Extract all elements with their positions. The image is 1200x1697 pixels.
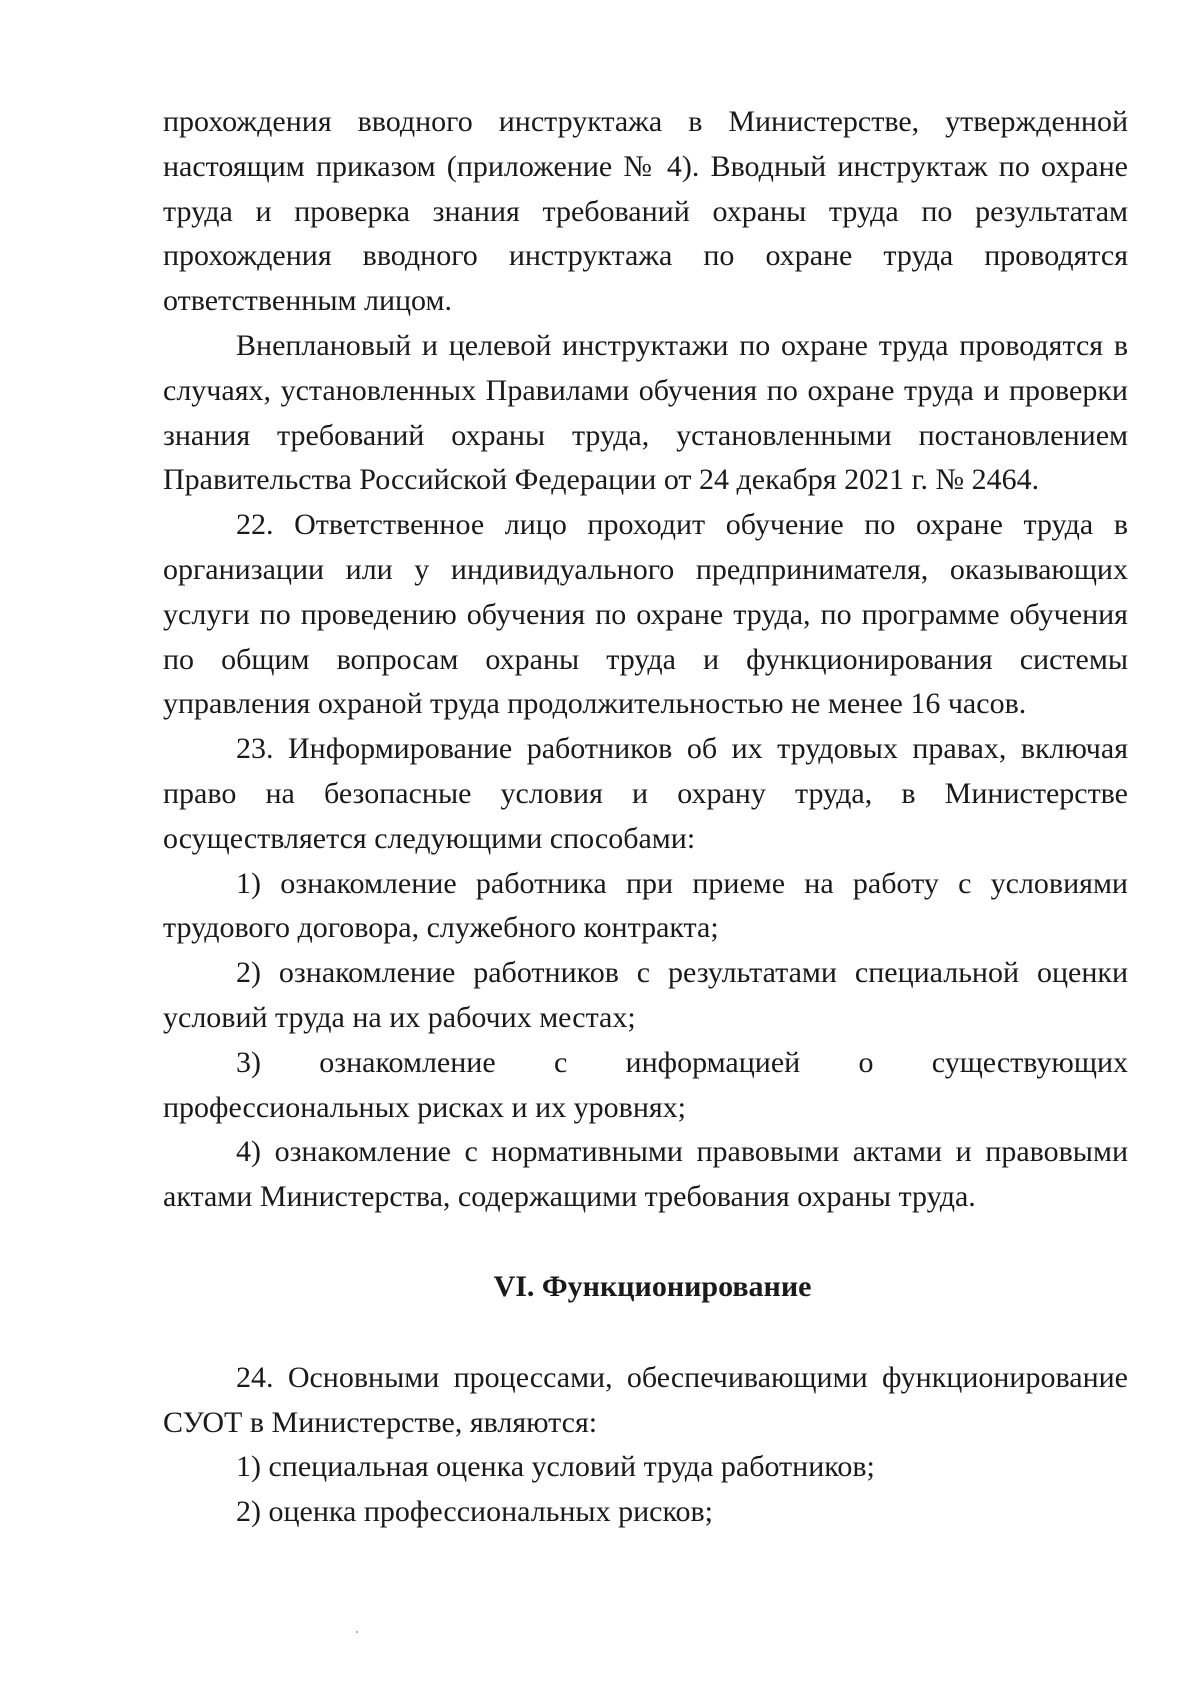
paragraph-unplanned-briefings: Внеплановый и целевой инструктажи по охране труда проводятся в случаях, установленных Правилами обучения по охране труда и проверки знания требований охраны труда, установленными постановлением Правительства Российской Федерации от 24 декабря 2021 г. № 2464.: [163, 328, 1128, 497]
paragraph-24: 24. Основными процессами, обеспечивающими функционирование СУОТ в Министерстве, являются:: [163, 1360, 1128, 1439]
list-item-23-2: 2) ознакомление работников с результатами специальной оценки условий труда на их рабочих местах;: [163, 956, 1128, 1034]
scan-speck: [356, 1631, 358, 1633]
section-heading: VI. Функционирование: [493, 1269, 812, 1303]
paragraph-23: 23. Информирование работников об их трудовых правах, включая право на безопасные условия и охрану труда, в Министерстве осуществляется следующими способами:: [163, 732, 1128, 855]
document-body: [163, 100, 1128, 1535]
list-item-23-3: 3) ознакомление с информацией о существующих профессиональных рисках и их уровнях;: [163, 1045, 1128, 1124]
list-item-24-1: 1) специальная оценка условий труда работников;: [236, 1450, 875, 1484]
list-item-23-1: 1) ознакомление работника при приеме на работу с условиями трудового договора, служебного контракта;: [163, 866, 1128, 945]
list-item-24-2: 2) оценка профессиональных рисков;: [236, 1495, 714, 1529]
list-item-23-4: 4) ознакомление с нормативными правовыми актами и правовыми актами Министерства, содержащими требования охраны труда.: [163, 1135, 1128, 1214]
paragraph-induction-continuation: прохождения вводного инструктажа в Министерстве, утвержденной настоящим приказом (приложение № 4). Вводный инструктаж по охране труда и проверка знания требований охраны труда по результатам прохождения вводного инструктажа по охране труда проводятся ответственным лицом.: [163, 105, 1128, 318]
paragraph-22: 22. Ответственное лицо проходит обучение по охране труда в организации или у индивидуального предпринимателя, оказывающих услуги по проведению обучения по охране труда, по программе обучения по общим вопросам охраны труда и функционирования системы управления охраной труда продолжительностью не менее 16 часов.: [163, 508, 1128, 721]
